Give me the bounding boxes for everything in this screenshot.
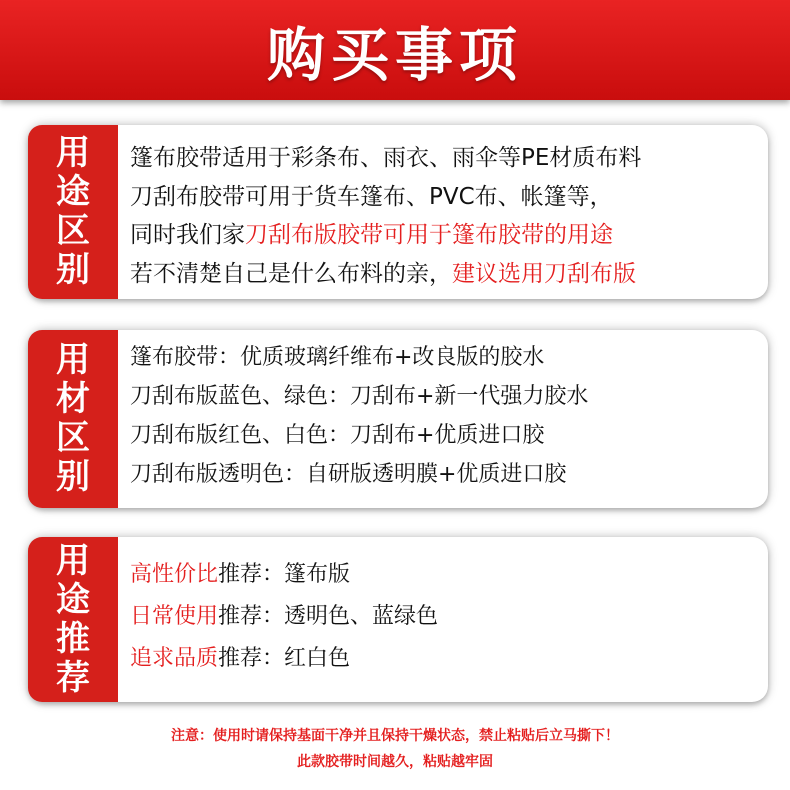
section-material-difference: [28, 330, 768, 508]
line-text: 推荐：透明色、蓝绿色: [218, 604, 439, 629]
tab-char: 推: [56, 618, 90, 659]
tab-char: 途: [56, 172, 90, 212]
text-line: [130, 216, 754, 255]
line-text: 推荐：红白色: [218, 646, 351, 671]
text-line: [130, 139, 754, 178]
tab-char: 区: [56, 211, 90, 251]
text-line: [130, 455, 754, 494]
tab-char: 途: [56, 579, 90, 620]
line-text: 刀刮布胶带可用于货车篷布、PVC布、帐篷等，: [130, 183, 613, 210]
text-line: [130, 416, 754, 455]
text-line: [130, 255, 754, 294]
highlight-text: 追求品质: [130, 646, 219, 671]
text-line: [130, 596, 754, 638]
text-line: [130, 178, 754, 217]
section-tab: [28, 125, 118, 299]
line-text: 若不清楚自己是什么布料的亲，: [130, 260, 452, 287]
tab-char: 荐: [56, 657, 90, 698]
page-title: 购买事项: [266, 21, 523, 89]
section-usage-recommendation: [28, 537, 768, 702]
section-usage-difference: [28, 125, 768, 299]
notice-text: 注意：使用时请保持基面干净并且保持干燥状态，禁止粘贴后立马撕下！: [171, 728, 619, 744]
tab-char: 区: [56, 418, 90, 458]
line-text: 篷布胶带适用于彩条布、雨衣、雨伞等PE材质布料: [130, 145, 642, 171]
section-tab: [28, 330, 118, 508]
highlight-text: 高性价比: [130, 562, 219, 587]
notice-text: 此款胶带时间越久，粘贴越牢固: [297, 754, 493, 770]
text-line: [130, 554, 754, 596]
highlight-text: 建议选用刀刮布版: [452, 260, 636, 287]
highlight-text: 刀刮布版胶带可用于篷布胶带的用途: [245, 222, 613, 248]
line-text: 同时我们家: [130, 222, 245, 248]
tab-char: 用: [56, 133, 90, 173]
tab-char: 用: [56, 540, 90, 581]
text-line: [130, 638, 754, 680]
text-line: [130, 377, 754, 416]
text-line: [130, 338, 754, 377]
line-text: 刀刮布版蓝色、绿色：刀刮布+新一代强力胶水: [130, 384, 589, 409]
line-text: 刀刮布版红色、白色：刀刮布+优质进口胶: [130, 423, 545, 448]
line-text: 刀刮布版透明色：自研版透明膜+优质进口胶: [130, 462, 567, 487]
line-text: 篷布胶带：优质玻璃纤维布+改良版的胶水: [130, 345, 545, 370]
header-banner: [0, 0, 790, 100]
highlight-text: 日常使用: [130, 604, 219, 629]
line-text: 推荐：篷布版: [218, 562, 351, 587]
tab-char: 别: [56, 457, 90, 497]
section-tab: [28, 537, 118, 702]
tab-char: 用: [56, 340, 90, 380]
tab-char: 别: [56, 250, 90, 290]
tab-char: 材: [56, 379, 90, 419]
